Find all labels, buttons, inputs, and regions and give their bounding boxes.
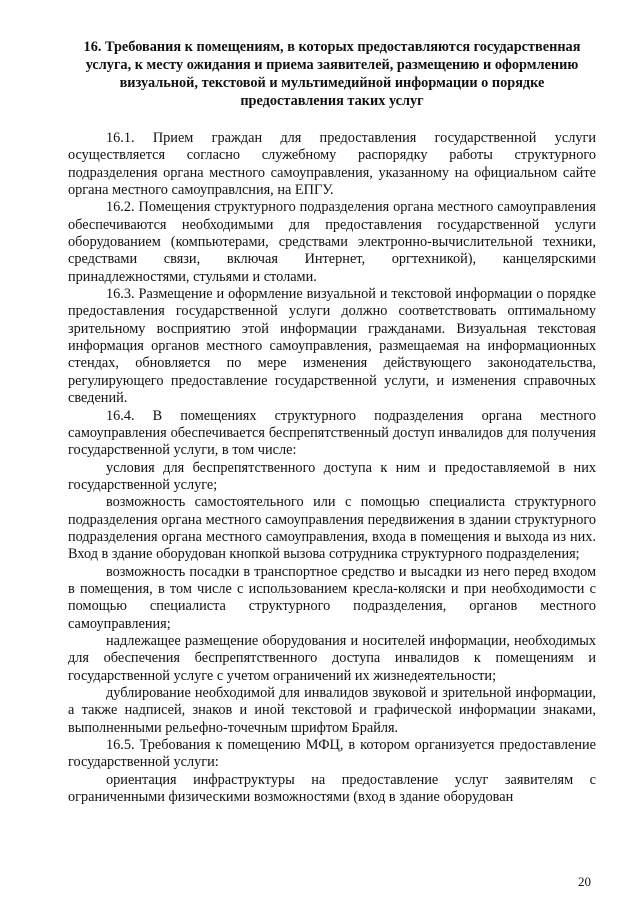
paragraph-16-5: 16.5. Требования к помещению МФЦ, в котором организуется предоставление государственной услуги: xyxy=(68,737,596,771)
paragraph-16-3: 16.3. Размещение и оформление визуальной и текстовой информации о порядке предоставления государственной услуги должно соответствовать оптимальному зрительному восприятию этой информации гражданами. Визуальная текстовая информация органов местного самоуправления, размещаемая на информационных стендах, обновляется по мере изменения действующего законодательства, регулирующего предоставление государственной услуги, и изменения справочных сведений. xyxy=(68,286,596,407)
paragraph-access-conditions: условия для беспрепятственного доступа к ним и предоставляемой в них государственной услуге; xyxy=(68,459,596,493)
paragraph-braille: дублирование необходимой для инвалидов звуковой и зрительной информации, а также надписей, знаков и иной текстовой и графической информации знаками, выполненными рельефно-точечным шрифтом Брайля. xyxy=(68,685,596,736)
paragraph-movement: возможность самостоятельного или с помощью специалиста структурного подразделения органа местного самоуправления передвижения в здании структурного подразделения органа местного самоуправления, входа в помещения и выхода из них. Вход в здание оборудован кнопкой вызова сотрудника структурного подразделения; xyxy=(68,494,596,563)
document-body xyxy=(68,130,596,806)
paragraph-infrastructure: ориентация инфраструктуры на предоставление услуг заявителям с ограниченными физическими возможностями (вход в здание оборудован xyxy=(68,771,596,806)
document-page xyxy=(68,38,596,806)
paragraph-16-2: 16.2. Помещения структурного подразделения органа местного самоуправления обеспечиваются необходимыми для предоставления государственной услуги оборудованием (компьютерами, средствами электронно-вычислительной техники, средствами связи, включая Интернет, оргтехникой), канцелярскими принадлежностями, стульями и столами. xyxy=(68,199,596,285)
paragraph-equipment-placement: надлежащее размещение оборудования и носителей информации, необходимых для обеспечения беспрепятственного доступа инвалидов к помещениям и государственной услуге с учетом ограничений их жизнедеятельности; xyxy=(68,632,596,684)
paragraph-transport: возможность посадки в транспортное средство и высадки из него перед входом в помещения, в том числе с использованием кресла-коляски и при необходимости с помощью специалиста структурного подразделения, органов местного самоуправления; xyxy=(68,563,596,632)
paragraph-16-4: 16.4. В помещениях структурного подразделения органа местного самоуправления обеспечивается беспрепятственный доступ инвалидов для получения государственной услуги, в том числе: xyxy=(68,407,596,459)
paragraph-16-1: 16.1. Прием граждан для предоставления государственной услуги осуществляется согласно служебному распорядку работы структурного подразделения органа местного самоуправления, указанному на официальном сайте органа местного самоуправлсния, на ЕПГУ. xyxy=(68,130,596,199)
page-number: 20 xyxy=(578,874,591,889)
section-heading: 16. Требования к помещениям, в которых предоставляются государственная услуга, к месту ожидания и приема заявителей, размещению и оформлению визуальной, текстовой и мультимедийной информации о порядке предоставления таких услуг xyxy=(83,39,581,109)
